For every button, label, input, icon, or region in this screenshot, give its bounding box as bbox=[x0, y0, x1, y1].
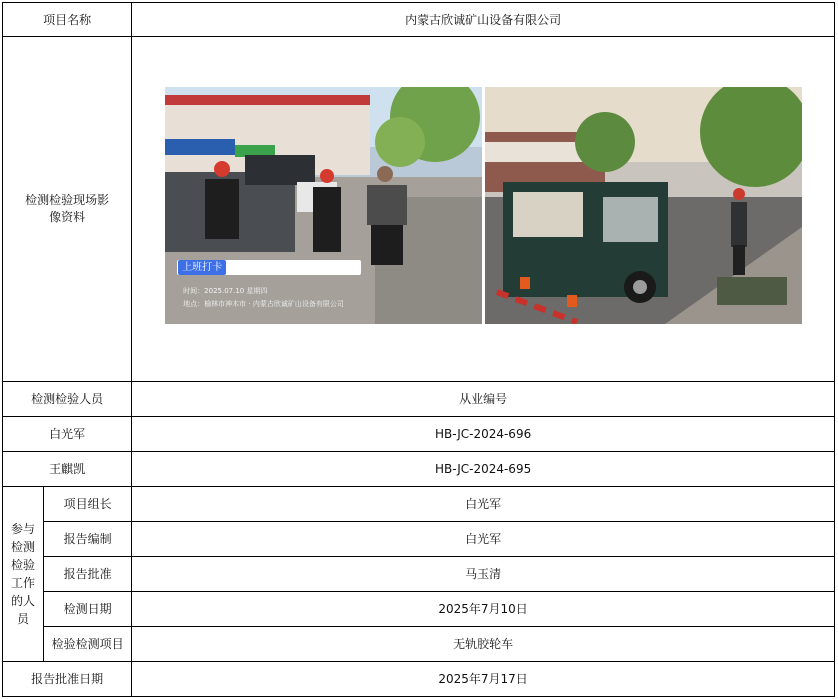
inspector-id: HB-JC-2024-696 bbox=[132, 417, 835, 452]
participants-group-text: 参与检测检验工作的人员 bbox=[11, 522, 36, 626]
participant-role: 报告编制 bbox=[44, 522, 132, 557]
participant-row bbox=[3, 487, 835, 522]
checkin-clock: 18:32 bbox=[227, 260, 259, 274]
project-label: 项目名称 bbox=[3, 3, 132, 37]
checkin-date-line: 时间：2025.07.10 星期四 bbox=[183, 286, 268, 295]
site-images-cell bbox=[132, 37, 835, 382]
approval-date-row bbox=[3, 662, 835, 697]
participant-row bbox=[3, 557, 835, 592]
site-photo-vehicle bbox=[485, 87, 802, 324]
inspector-id: HB-JC-2024-695 bbox=[132, 452, 835, 487]
project-value: 内蒙古欣诚矿山设备有限公司 bbox=[132, 3, 835, 37]
participant-row bbox=[3, 522, 835, 557]
participant-value: 马玉清 bbox=[132, 557, 835, 592]
participant-row bbox=[3, 592, 835, 627]
site-images-label bbox=[3, 37, 132, 382]
personnel-header-value: 从业编号 bbox=[132, 382, 835, 417]
site-images-label-text: 检测检验现场影像资料 bbox=[25, 193, 110, 224]
personnel-header-row bbox=[3, 382, 835, 417]
project-row bbox=[3, 3, 835, 37]
participant-role: 检测日期 bbox=[44, 592, 132, 627]
participant-value: 白光军 bbox=[132, 487, 835, 522]
site-photo-checkin bbox=[165, 87, 482, 324]
participant-row bbox=[3, 627, 835, 662]
checkin-badge: 上班打卡 bbox=[178, 260, 226, 275]
participant-value: 白光军 bbox=[132, 522, 835, 557]
inspector-row bbox=[3, 452, 835, 487]
participant-value: 无轨胶轮车 bbox=[132, 627, 835, 662]
participant-value: 2025年7月10日 bbox=[132, 592, 835, 627]
approval-date-label: 报告批准日期 bbox=[3, 662, 132, 697]
participants-group-label bbox=[3, 487, 44, 662]
inspector-name: 白光军 bbox=[3, 417, 132, 452]
approval-date-value: 2025年7月17日 bbox=[132, 662, 835, 697]
participant-role: 检验检测项目 bbox=[44, 627, 132, 662]
inspector-name: 王麒凯 bbox=[3, 452, 132, 487]
personnel-header-label: 检测检验人员 bbox=[3, 382, 132, 417]
report-info-table bbox=[2, 2, 835, 697]
participant-role: 报告批准 bbox=[44, 557, 132, 592]
site-images-row bbox=[3, 37, 835, 382]
checkin-location-line: 地点：榆林市神木市 · 内蒙古欣诚矿山设备有限公司 bbox=[183, 299, 344, 308]
inspector-row bbox=[3, 417, 835, 452]
participant-role: 项目组长 bbox=[44, 487, 132, 522]
